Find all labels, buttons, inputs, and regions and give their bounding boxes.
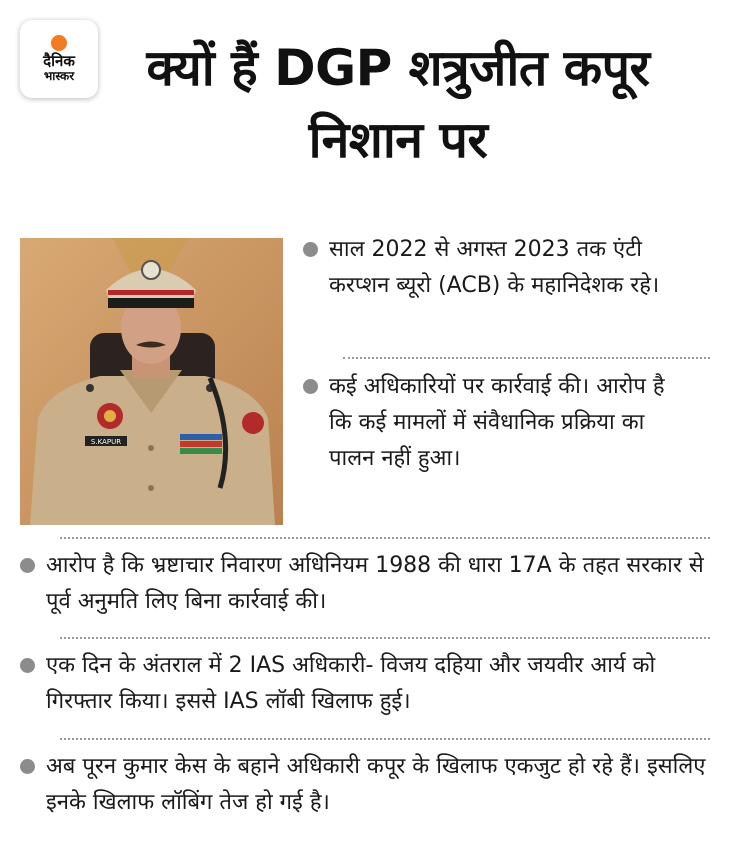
headline: क्यों हैं DGP शत्रुजीत कपूर निशान पर (146, 39, 650, 169)
logo-text-line1: दैनिक (43, 52, 75, 70)
list-item (20, 749, 715, 821)
sun-icon (51, 35, 67, 51)
list-item (303, 232, 713, 304)
list-item (20, 548, 715, 620)
bullet-text-3: आरोप है कि भ्रष्टाचार निवारण अधिनियम 1988 की धारा 17A के तहत सरकार से पूर्व अनुमति लिए बिना कार्रवाई की। (46, 553, 704, 614)
list-item (20, 648, 715, 720)
divider (60, 738, 710, 740)
bullet-icon (20, 558, 35, 573)
divider (343, 357, 710, 359)
divider (60, 637, 710, 639)
brand-logo (20, 20, 98, 98)
bullet-icon (303, 242, 318, 257)
officer-photo (20, 238, 283, 525)
bullet-icon (20, 658, 35, 673)
bullet-text-4: एक दिन के अंतराल में 2 IAS अधिकारी- विजय दहिया और जयवीर आर्य को गिरफ्तार किया। इससे IAS लॉबी खिलाफ हुई। (46, 653, 656, 714)
list-item (303, 369, 713, 477)
divider (60, 537, 710, 539)
bullet-text-5: अब पूरन कुमार केस के बहाने अधिकारी कपूर के खिलाफ एकजुट हो रहे हैं। इसलिए इनके खिलाफ लॉबिंग तेज हो गई है। (46, 754, 706, 815)
bullet-text-1: साल 2022 से अगस्त 2023 तक एंटी करप्शन ब्यूरो (ACB) के महानिदेशक रहे। (329, 237, 660, 298)
bullet-icon (303, 379, 318, 394)
bullet-text-2: कई अधिकारियों पर कार्रवाई की। आरोप है कि कई मामलों में संवैधानिक प्रक्रिया का पालन नहीं हुआ। (329, 374, 665, 471)
name-tag: S.KAPUR (90, 438, 122, 446)
logo-text-line2: भास्कर (43, 69, 75, 83)
bullet-icon (20, 759, 35, 774)
